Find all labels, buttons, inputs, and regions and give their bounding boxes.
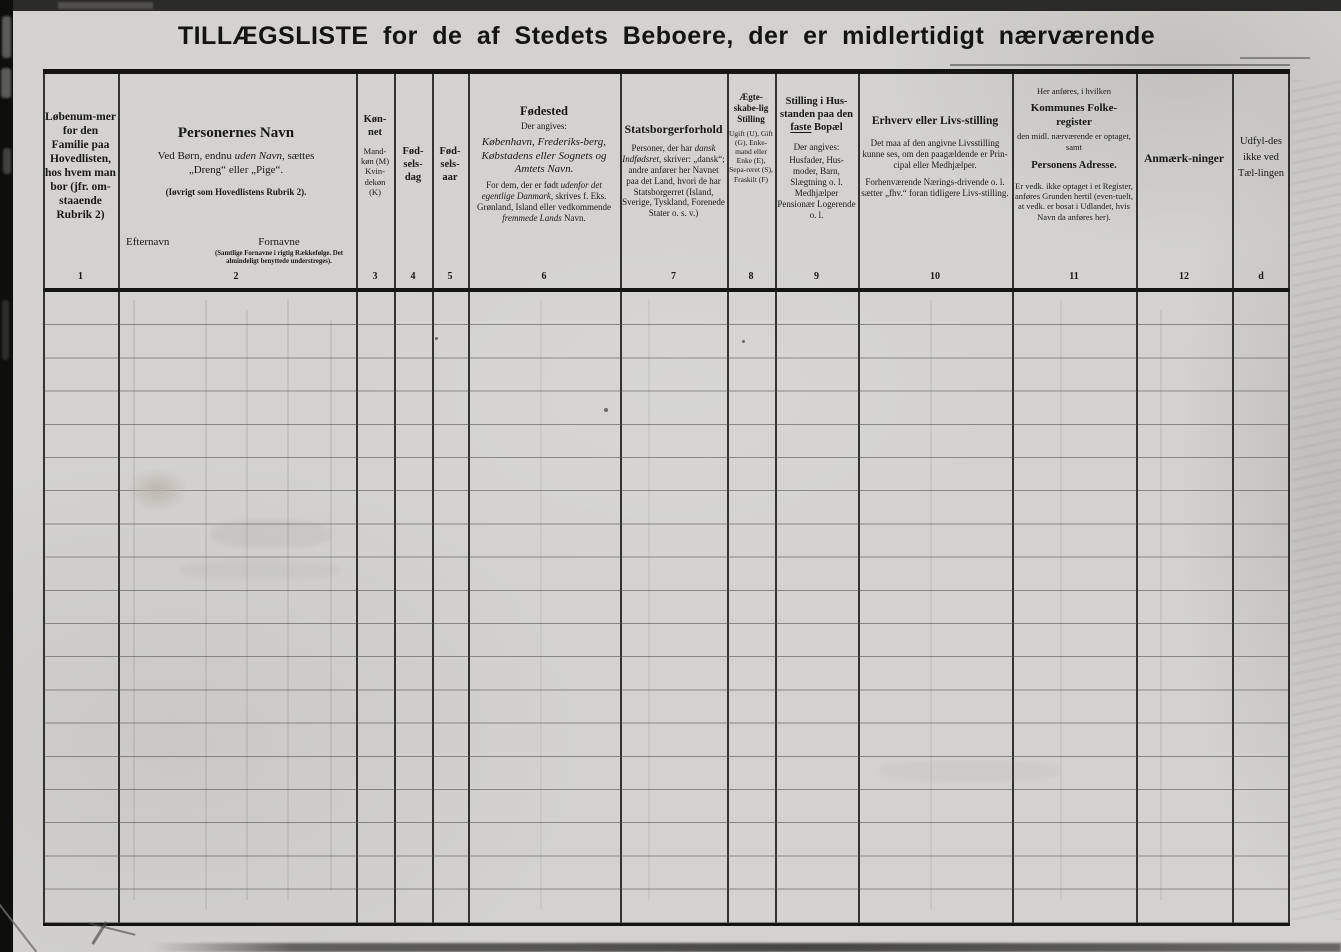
column-header-8 [729,74,773,288]
column-header-2 [120,74,352,288]
bleed-through-line [330,320,332,890]
edge-blotch [3,148,11,174]
column-5-number: 5 [447,270,453,282]
column-4-title: Fød-sels-dag [402,146,424,183]
bleed-through-line [1060,300,1062,900]
bleed-through-line [540,300,542,910]
scan-skew-line-2 [1240,57,1310,59]
column-7-number: 7 [671,270,676,282]
column-3-note: Mand-køn (M) Kvin-dekøn (K) [360,145,390,198]
column-11-intro: Her anføres, i hvilken [1036,86,1112,96]
column-header-12 [1138,74,1230,288]
edge-blotch [1,68,11,98]
column-3-title: Køn-net [363,114,387,138]
column-2-subtitle-line2: „Dreng“ eller „Pige“. [188,163,284,176]
column-header-1 [45,74,116,288]
column-7-title: Statsborgerforhold [624,122,723,136]
column-8-title: Ægte-skabe-lig Stilling [733,92,769,124]
column-header-11 [1014,74,1134,288]
column-8-number: 8 [748,270,754,282]
column-header-5 [434,74,466,288]
table-bottom-rule [43,923,1290,926]
scan-top-edge [0,0,1341,11]
column-1-text: Løbenum-mer for den Familie paa Hovedlisten, hos hvem man bor (jfr. om-staaende Rubrik 2) [45,111,116,222]
ink-speck [435,337,438,340]
column-12-title: Anmærk-ninger [1144,153,1224,165]
column-header-6 [470,74,618,288]
scan-top-edge-smudge [58,2,153,9]
edge-blotch [2,300,9,360]
column-11-title1: Kommunes Folke-register [1030,102,1118,128]
column-6-note: For dem, der er født udenfor det egentlige Danmark, skrives f. Eks. Grønland, Island eller vedkommende fremmede Lands Navn. [477,180,611,224]
column-6-number: 6 [541,270,547,282]
column-8-note: Ugift (U), Gift (G), Enke-mand eller Enke (E), Sepa-reret (S), Fraskilt (F) [729,128,773,184]
column-9-title: Stilling i Hus-standen paa den faste Bopæl [780,96,853,133]
table-right-border [1288,74,1290,923]
column-11-mid: den midl. nærværende er optaget, samt [1017,131,1131,152]
form-title: TILLÆGSLISTE for de af Stedets Beboere, der er midlertidigt nærværende [177,22,1156,50]
bleed-through-line [1160,310,1162,900]
column-header-10 [860,74,1010,288]
ink-speck [742,340,745,343]
firstname-note: (Samtlige Fornavne i rigtig Rækkefølge. Det almindeligt benyttede understreges). [215,250,343,266]
column-2-sub-note: (Iøvrigt som Hovedlistens Rubrik 2). [165,187,307,198]
column-2-title: Personernes Navn [177,125,295,141]
column-10-title: Erhverv eller Livs-stilling [871,115,999,127]
column-header-9 [777,74,856,288]
column-6-places: København, Frederiks-berg, Købstadens eller Sognets og Amtets Navn. [481,136,607,176]
scan-left-edge-strip [0,0,13,952]
bleed-through-smudge [180,560,340,580]
column-12-number: 12 [1179,270,1189,282]
bleed-through-line [205,300,207,910]
column-11-title2: Personens Adresse. [1031,159,1117,171]
column-2-number: 2 [233,270,239,282]
firstname-label: Fornavne [258,235,300,248]
column-5-title: Fød-sels-aar [439,146,461,183]
column-6-angives: Der angives: [521,121,567,132]
bleed-through-line [246,310,248,900]
column-6-title: Fødested [520,104,568,118]
column-header-13 [1234,74,1288,288]
column-10-number: 10 [930,270,940,282]
scan-noise-right-margin [1292,80,1341,920]
column-2-name-labels [126,236,348,266]
column-header-3 [358,74,392,288]
column-13-title: Udfyl-des ikke ved Tæl-lingen [1237,136,1285,179]
column-header-7 [622,74,725,288]
bleed-through-smudge [210,520,330,548]
column-9-note: Husfader, Hus-moder, Barn, Slægtning o. l. Medhjælper Pensionær Logerende o. l. [777,155,856,221]
column-header-4 [396,74,430,288]
column-7-note: Personer, der har dansk Indfødsret, skriver: „dansk“; andre anfører her Navnet paa det Land, hvori de har Statsborgerret (Island, Sverige, Tyskland, Forenede Stater o. s. v.) [622,142,725,219]
scan-bottom-shadow [150,943,1341,952]
edge-blotch [2,16,11,58]
bleed-through-line [287,300,289,900]
column-1-number: 1 [78,270,83,282]
paper-stain [126,468,188,512]
bleed-through-line [648,300,650,900]
column-13-number: d [1258,270,1264,282]
table-body-rows [45,292,1288,923]
column-3-number: 3 [372,270,378,282]
column-9-angives: Der angives: [793,142,840,153]
firstname-label-box [210,236,348,266]
scan-skew-line [950,64,1290,66]
column-2-subtitle: Ved Børn, endnu uden Navn, sættes [157,150,315,163]
bleed-through-line [133,300,135,900]
surname-label: Efternavn [126,235,170,248]
column-11-number: 11 [1069,270,1079,282]
column-10-note2: Forhenværende Nærings-drivende o. l. sætter „fhv.“ foran tidligere Livs-stilling. [861,177,1009,199]
column-11-note: Er vedk. ikke optaget i et Register, anføres Grunden hertil (even-tuelt, at vedk. er bosat i Udlandet, hvis Navn da anføres her). [1014,180,1133,222]
bleed-through-line [930,300,932,910]
column-9-number: 9 [814,270,819,282]
bleed-through-smudge [880,760,1060,782]
column-4-number: 4 [410,270,416,282]
ink-speck [604,408,608,412]
column-10-note1: Det maa af den angivne Livsstilling kunne ses, om den paagældende er Prin-cipal eller Medhjælper. [862,138,1008,171]
